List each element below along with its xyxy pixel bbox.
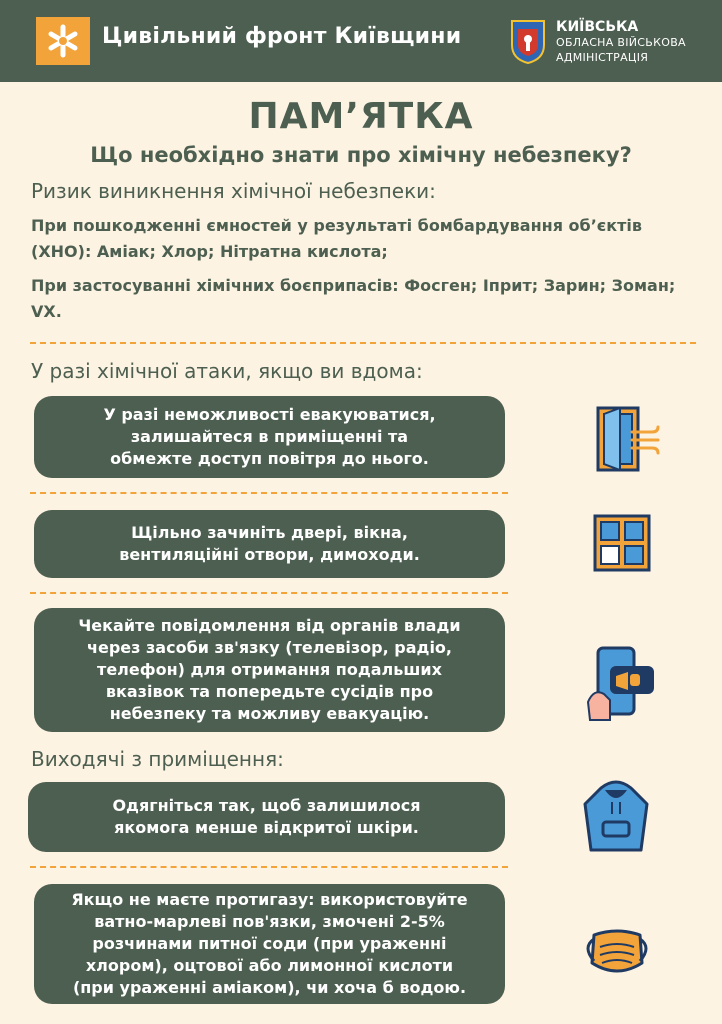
tip-no-gas-mask: Якщо не маєте протигазу: використовуйте ватно-марлеві пов'язки, змочені 2-5% розчинами питної соди (при ураженні хлором), оцтової або лимонної кислоти (при ураженні аміаком), чи хоча б водою. <box>34 884 505 1004</box>
leaving-heading: Виходячі з приміщення: <box>31 747 284 771</box>
open-window-icon <box>592 404 664 478</box>
tip-close-openings: Щільно зачиніть двері, вікна, вентиляційні отвори, димоходи. <box>34 510 505 578</box>
closed-window-icon <box>593 514 651 576</box>
admin-line-3: АДМІНІСТРАЦІЯ <box>556 51 649 64</box>
face-mask-icon <box>580 925 654 985</box>
brand-name: Цивільний фронт Київщини <box>102 24 462 49</box>
tip-stay-inside: У разі неможливості евакуюватися, залишайтеся в приміщенні та обмежте доступ повітря до нього. <box>34 396 505 478</box>
admin-line-2: ОБЛАСНА ВІЙСЬКОВА <box>556 36 686 49</box>
admin-line-1: КИЇВСЬКА <box>556 19 639 35</box>
tip-wait-for-notice: Чекайте повідомлення від органів влади через засоби зв'язку (телевізор, радіо, телефон) для отримання подальших вказівок та попередьте сусідів про небезпеку та можливу евакуацію. <box>34 608 505 732</box>
administration-label <box>556 20 686 65</box>
divider <box>30 342 696 344</box>
tip-cover-skin: Одягніться так, щоб залишилося якомога менше відкритої шкіри. <box>28 782 505 852</box>
hoodie-icon <box>581 780 651 858</box>
home-heading: У разі хімічної атаки, якщо ви вдома: <box>31 359 423 383</box>
risk-heading: Ризик виникнення хімічної небезпеки: <box>31 179 436 203</box>
risk-paragraph-1: При пошкодженні ємностей у результаті бомбардування об’єктів (ХНО): Аміак; Хлор; Нітратна кислота; <box>31 216 642 261</box>
page-subtitle: Що необхідно знати про хімічну небезпеку? <box>90 143 632 167</box>
risk-paragraph-2: При застосуванні хімічних боєприпасів: Фосген; Іприт; Зарин; Зоман; VX. <box>31 276 676 321</box>
divider <box>30 592 508 594</box>
coat-of-arms-icon <box>510 19 546 65</box>
header-bar <box>0 0 722 82</box>
divider <box>30 866 508 868</box>
divider <box>30 492 508 494</box>
page-title: ПАМ’ЯТКА <box>248 96 474 137</box>
phone-megaphone-icon <box>586 646 660 726</box>
civil-front-logo-icon <box>36 17 90 65</box>
